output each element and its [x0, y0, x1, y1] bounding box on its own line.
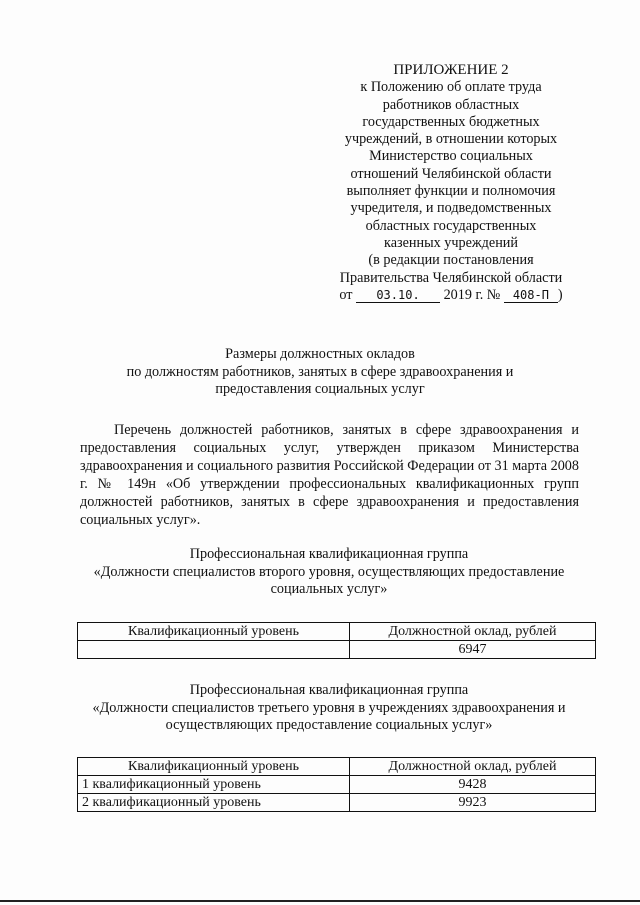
- appendix-line: работников областных: [382, 96, 520, 113]
- group-title-line: «Должности специалистов третьего уровня в учреждениях здравоохранения и: [92, 699, 566, 716]
- appendix-line: учреждений, в отношении которых: [344, 131, 558, 148]
- date-prefix: от: [339, 286, 353, 303]
- salary-cell: 9428: [350, 776, 596, 794]
- level-cell: 2 квалификационный уровень: [78, 794, 350, 812]
- table-row: [78, 776, 596, 794]
- appendix-line: казенных учреждений: [384, 234, 518, 251]
- appendix-line: учредителя, и подведомственных: [350, 200, 552, 217]
- group-title-line: осуществляющих предоставление социальных услуг»: [165, 717, 493, 733]
- level-cell: [78, 641, 350, 659]
- appendix-line: отношений Челябинской области: [350, 165, 552, 182]
- group-title-line: социальных услуг»: [270, 581, 388, 597]
- closing-paren: ): [557, 286, 563, 303]
- table-header-level: Квалификационный уровень: [78, 623, 350, 641]
- salary-cell: 9923: [350, 794, 596, 812]
- year-text: 2019 г. №: [443, 286, 501, 303]
- group-title-line: «Должности специалистов второго уровня, осуществляющих предоставление: [93, 563, 565, 580]
- table-header-row: [78, 623, 596, 641]
- appendix-line: выполняет функции и полномочия: [346, 183, 556, 200]
- group-title-line: Профессиональная квалификационная группа: [189, 682, 469, 698]
- date-value: 03.10.: [356, 288, 440, 303]
- salary-table-group1: [77, 622, 596, 659]
- group1-title: [75, 546, 583, 599]
- appendix-line: Министерство социальных: [369, 148, 533, 165]
- title-line: Размеры должностных окладов: [225, 346, 415, 362]
- document-title: [80, 346, 560, 399]
- appendix-line: к Положению об оплате труда: [360, 79, 542, 96]
- appendix-line: (в редакции постановления: [368, 252, 534, 269]
- level-cell: 1 квалификационный уровень: [78, 776, 350, 794]
- appendix-title: ПРИЛОЖЕНИЕ 2: [393, 62, 509, 78]
- title-line: предоставления социальных услуг: [215, 381, 425, 397]
- appendix-date-line: [320, 287, 582, 304]
- appendix-line: Правительства Челябинской области: [339, 269, 563, 286]
- table-header-salary: Должностной оклад, рублей: [350, 623, 596, 641]
- table-header-salary: Должностной оклад, рублей: [350, 758, 596, 776]
- table-header-row: [78, 758, 596, 776]
- table-header-level: Квалификационный уровень: [78, 758, 350, 776]
- salary-table-group2: [77, 757, 596, 812]
- table-row: [78, 641, 596, 659]
- appendix-line: государственных бюджетных: [362, 113, 540, 130]
- salary-cell: 6947: [350, 641, 596, 659]
- appendix-line: областных государственных: [365, 217, 537, 234]
- group-title-line: Профессиональная квалификационная группа: [189, 546, 469, 562]
- table-row: [78, 794, 596, 812]
- group2-title: [75, 682, 583, 735]
- intro-paragraph: Перечень должностей работников, занятых в сфере здравоохранения и предоставления социальных услуг, утвержден приказом Министерства здравоохранения и социального развития Российской Федерации от 31 марта 2008 г. № 149н «Об утверждении профессиональных квалификационных групп должностей работников, занятых в сфере здравоохранения и предоставления социальных услуг».: [80, 422, 579, 528]
- decree-number: 408-П: [504, 288, 558, 303]
- appendix-header: [320, 62, 582, 304]
- page-bottom-rule: [0, 900, 640, 902]
- title-line: по должностям работников, занятых в сфере здравоохранения и: [126, 363, 514, 380]
